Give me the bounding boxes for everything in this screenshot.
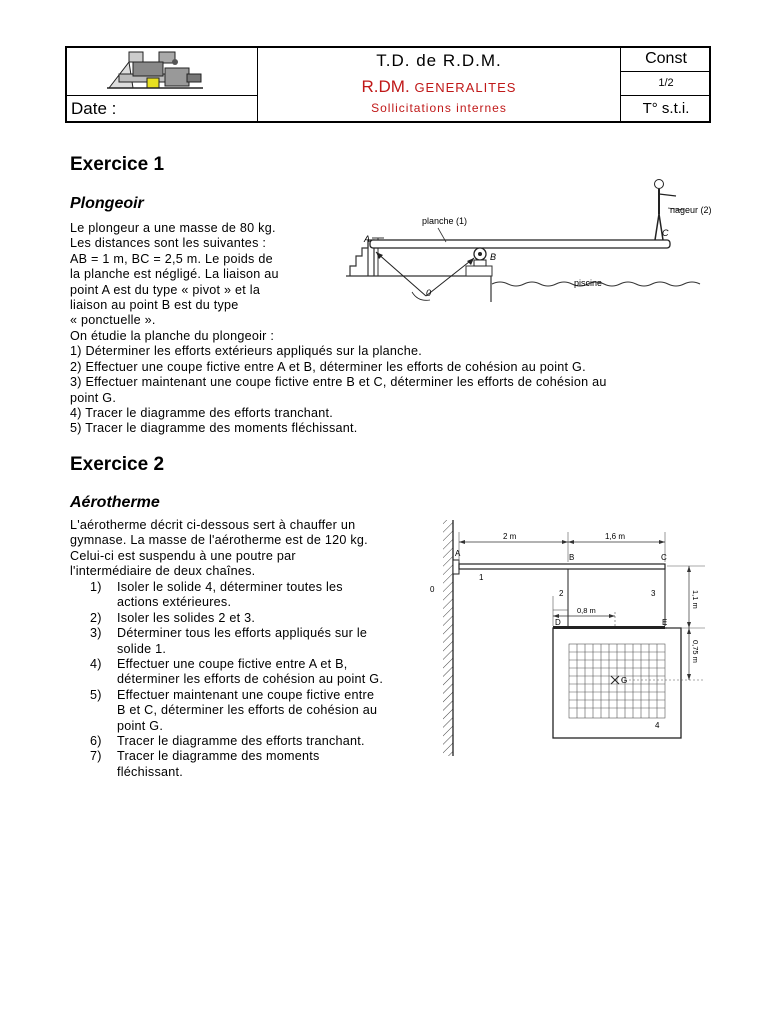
question-item: point G. xyxy=(70,390,117,405)
intro-line: la planche est négligé. La liaison au xyxy=(70,267,279,282)
study-line: On étudie la planche du plongeoir : xyxy=(70,329,275,343)
title-cell xyxy=(258,48,621,123)
label-point-g: G xyxy=(621,676,628,685)
logo-image xyxy=(67,48,258,96)
intro-line: Les distances sont les suivantes : xyxy=(70,236,267,251)
question-item xyxy=(70,734,430,749)
question-line: Effectuer maintenant une coupe fictive entre xyxy=(117,687,375,702)
question-item xyxy=(70,580,430,611)
question-number: 3) xyxy=(90,626,102,641)
exercise2-questions xyxy=(70,580,430,780)
dim-vertical-bottom: 0,75 m xyxy=(691,640,700,663)
question-item: 5) Tracer le diagramme des moments fléchissant. xyxy=(70,421,358,436)
question-line: actions extérieures. xyxy=(117,595,232,610)
label-planche: planche (1) xyxy=(422,216,468,226)
dim-bc: 1,6 m xyxy=(605,532,626,541)
label-solid-2: 2 xyxy=(559,589,564,598)
question-item xyxy=(70,657,430,688)
document-topic: Sollicitations internes xyxy=(371,101,507,115)
question-number: 6) xyxy=(90,734,102,749)
label-solid-0: 0 xyxy=(430,585,435,594)
label-piscine: piscine xyxy=(574,278,603,288)
exercise1-heading: Exercice 1 xyxy=(70,154,165,175)
intro-line: AB = 1 m, BC = 2,5 m. Le poids de xyxy=(70,251,273,266)
question-line: fléchissant. xyxy=(117,764,183,779)
exercise2-intro xyxy=(70,518,430,580)
label-point-a: A xyxy=(455,549,461,558)
intro-line: Celui-ci est suspendu à une poutre par xyxy=(70,548,296,563)
label-solid-4: 4 xyxy=(655,721,660,730)
intro-line: point A est du type « pivot » et la xyxy=(70,282,261,297)
intro-line: « ponctuelle ». xyxy=(70,313,156,328)
question-number: 5) xyxy=(90,687,102,702)
intro-line: liaison au point B est du type xyxy=(70,298,239,313)
header-table xyxy=(65,46,711,123)
question-line: Isoler les solides 2 et 3. xyxy=(117,610,256,625)
question-item xyxy=(70,611,430,626)
question-line: Isoler le solide 4, déterminer toutes les xyxy=(117,580,343,594)
exercise1-intro xyxy=(70,221,310,329)
question-line: déterminer les efforts de cohésion au point G. xyxy=(117,672,384,687)
subtitle-main: R.DM. xyxy=(361,77,410,96)
exercise1-subheading: Plongeoir xyxy=(70,195,144,212)
question-number: 7) xyxy=(90,749,102,764)
label-point-a: A xyxy=(364,234,371,244)
intro-line: l'intermédiaire de deux chaînes. xyxy=(70,564,256,579)
question-item: 4) Tracer le diagramme des efforts tranchant. xyxy=(70,406,334,421)
page-number: 1/2 xyxy=(621,72,711,96)
label-solid-3: 3 xyxy=(651,589,656,598)
question-line: point G. xyxy=(117,718,164,733)
question-number: 2) xyxy=(90,610,102,625)
question-number: 4) xyxy=(90,657,102,672)
dim-d-chain: 0,8 m xyxy=(577,606,596,615)
question-line: B et C, déterminer les efforts de cohésion au xyxy=(117,703,378,718)
document-title: T.D. de R.D.M. xyxy=(376,51,502,70)
document-subtitle xyxy=(258,77,620,97)
label-point-d: D xyxy=(555,618,561,627)
question-item xyxy=(70,626,430,657)
exercise2-subheading: Aérotherme xyxy=(70,494,160,511)
label-point-b: B xyxy=(490,252,497,262)
question-item: 1) Déterminer les efforts extérieurs appliqués sur la planche. xyxy=(70,344,422,359)
intro-line: L'aérotherme décrit ci-dessous sert à chauffer un xyxy=(70,518,356,532)
question-line: Tracer le diagramme des efforts tranchant. xyxy=(117,734,365,749)
category-cell: Const xyxy=(621,48,711,72)
question-item: 3) Effectuer maintenant une coupe fictive entre B et C, déterminer les efforts de cohésion au xyxy=(70,375,607,390)
question-line: Déterminer tous les efforts appliqués sur le xyxy=(117,626,368,641)
label-nageur: nageur (2) xyxy=(670,205,712,215)
aerotherme-figure xyxy=(425,516,715,758)
label-point-o: 0 xyxy=(426,288,432,298)
question-line: solide 1. xyxy=(117,641,167,656)
intro-line: gymnase. La masse de l'aérotherme est de 120 kg. xyxy=(70,533,368,548)
date-label: Date : xyxy=(67,96,258,123)
label-point-b: B xyxy=(569,553,575,562)
question-number: 1) xyxy=(90,580,102,594)
subtitle-small: GENERALITES xyxy=(414,80,517,95)
question-line: Effectuer une coupe fictive entre A et B, xyxy=(117,657,348,672)
question-item: 2) Effectuer une coupe fictive entre A et B, déterminer les efforts de cohésion au point G. xyxy=(70,359,586,374)
logo-cell xyxy=(67,48,258,96)
label-solid-1: 1 xyxy=(479,573,484,582)
question-item xyxy=(70,688,430,734)
intro-line: Le plongeur a une masse de 80 kg. xyxy=(70,221,276,235)
dim-vertical-top: 1,1 m xyxy=(691,590,700,609)
diving-board-figure xyxy=(326,172,718,310)
exercise2-heading: Exercice 2 xyxy=(70,454,165,475)
label-point-c: C xyxy=(661,553,667,562)
dim-ab: 2 m xyxy=(503,532,517,541)
exercise1-questions xyxy=(70,329,710,437)
label-point-c: C xyxy=(662,228,669,238)
question-line: Tracer le diagramme des moments xyxy=(117,749,320,764)
class-level: T° s.t.i. xyxy=(642,100,690,117)
question-item xyxy=(70,749,430,780)
label-point-e: E xyxy=(662,618,668,627)
